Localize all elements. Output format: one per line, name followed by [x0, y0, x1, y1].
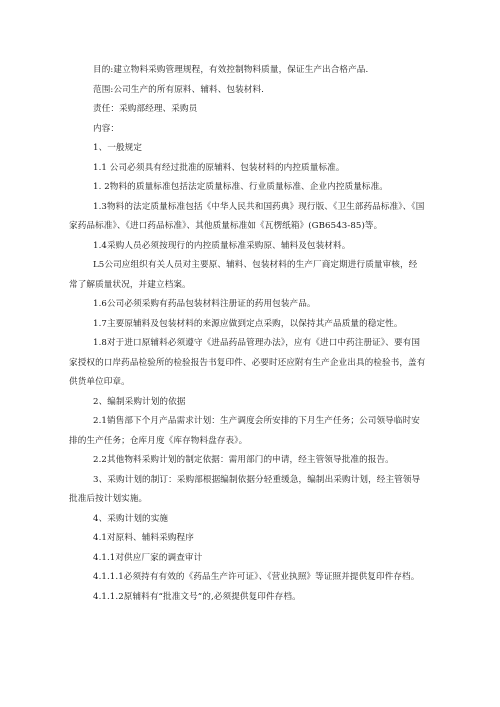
responsibility-paragraph: 责任：采购部经理、采购员 — [93, 104, 198, 114]
clause-4-1-1: 4.1.1对供应厂家的调查审计 — [93, 552, 203, 563]
clause-1-2: 1. 2物料的质量标准包括法定质量标准、行业质量标准、企业内控质量标准。 — [93, 182, 388, 192]
clause-2-1: 2.1销售部下个月产品需求计划：生产调度会所安排的下月生产任务；公司领导临时安排的生产任务；仓库月度《库存物料盘存表》。 — [69, 416, 420, 446]
clause-1-5: L5公司应组织有关人员对主要原、辅料、包装材料的生产厂商定期进行质量审核，经常了解质量状况，并建立档案。 — [69, 260, 418, 290]
purpose-paragraph: 目的:建立物料采购管理规程，有效控制物料质量，保证生产出合格产品. — [93, 65, 369, 75]
section-heading-3: 3、采购计划的制订：采购部根据编制依据分轻重缓急，编制出采购计划，经主管领导批准后按计划实施。 — [69, 474, 421, 504]
clause-1-3: 1.3物料的法定质量标准包括《中华人民共和国药典》现行版、《卫生部药品标准》、《国家药品标准》、《进口药品标准》、其他质量标准如《瓦楞纸箱》(GB6543-85)等。 — [69, 201, 425, 231]
clause-4-1-1-1: 4.1.1.1必须持有有效的《药品生产许可证》、《营业执照》等证照并提供复印件存档。 — [93, 572, 420, 582]
clause-1-6: 1.6公司必须采购有药品包装材料注册证的药用包装产品。 — [93, 299, 316, 309]
scope-paragraph: 范围:公司生产的所有原料、辅料、包装材料. — [93, 84, 265, 95]
document-body — [0, 61, 500, 607]
clause-1-8: 1.8对于进口原辅料必须遵守《进品药品管理办法》，应有《进口中药注册证》、要有国家授权的口岸药品检验所的检验报告书复印件、必要时还应附有生产企业出具的检验书，盖有供货单位印章。 — [69, 338, 426, 387]
clause-4-1: 4.1对原料、辅料采购程序 — [93, 533, 194, 543]
section-heading-4: 4、采购计划的实施 — [93, 513, 169, 524]
section-heading-2: 2、编制采购计划的依据 — [93, 396, 186, 407]
clause-1-1: 1.1 公司必须具有经过批准的原辅料、包装材料的内控质量标准。 — [93, 162, 345, 173]
clause-1-4: 1.4采购人员必须按现行的内控质量标准采购原、辅料及包装材料。 — [93, 240, 351, 251]
clause-2-2: 2.2其他物料采购计划的制定依据：需用部门的申请，经主管领导批准的报告。 — [93, 455, 394, 465]
section-heading-1: 1、一般规定 — [93, 143, 143, 153]
clause-1-7: 1.7主要原辅料及包装材料的来源应做到定点采购，以保持其产品质量的稳定性。 — [93, 318, 403, 329]
content-heading: 内容： — [93, 123, 120, 134]
clause-4-1-1-2: 4.1.1.2原辅料有“批准文号”的,必须提供复印件存档。 — [93, 591, 301, 602]
